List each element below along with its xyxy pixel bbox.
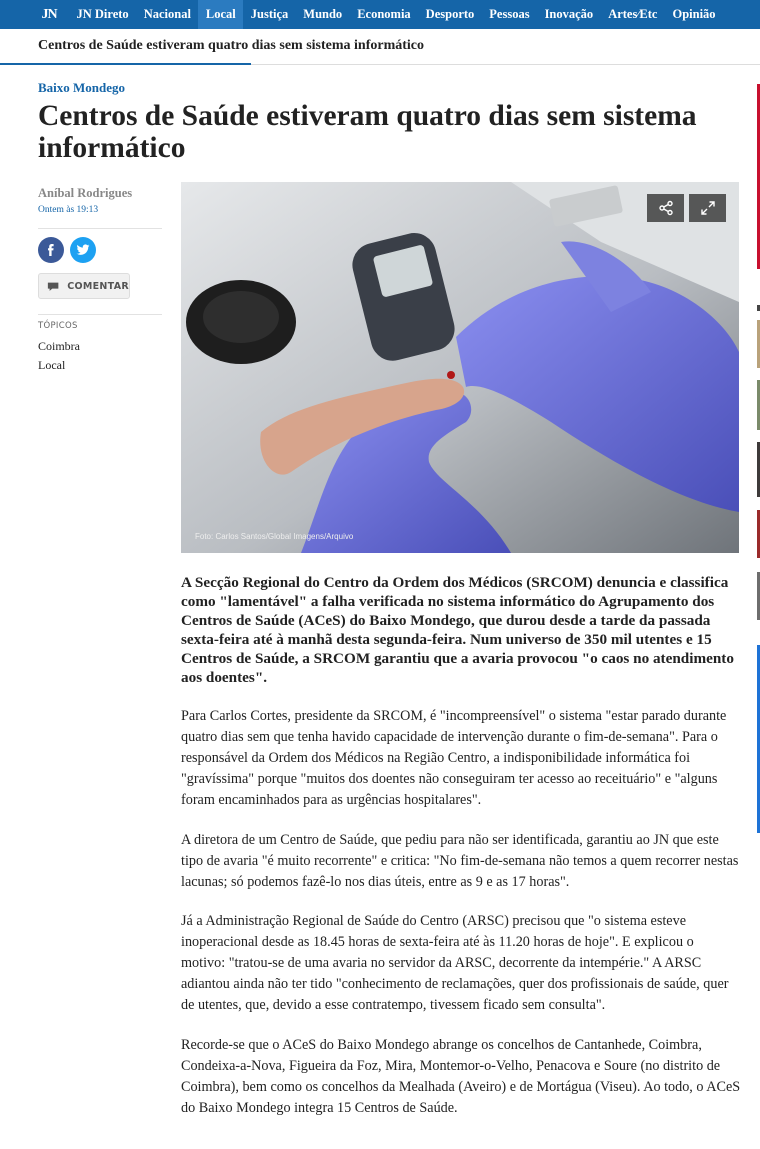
twitter-icon: [76, 243, 90, 257]
facebook-icon: [44, 243, 58, 257]
article-date: Ontem às 19:13: [38, 205, 99, 215]
nav-item-local[interactable]: Local: [198, 0, 243, 29]
comment-icon: [47, 281, 59, 292]
reading-progress-bar: [0, 63, 251, 65]
article-headline: Centros de Saúde estiveram quatro dias sem sistema informático: [38, 100, 697, 164]
article-kicker[interactable]: Baixo Mondego: [38, 80, 126, 95]
nav-item-desporto[interactable]: Desporto: [425, 7, 475, 21]
topics-heading: TÓPICOS: [38, 321, 78, 331]
sticky-title: Centros de Saúde estiveram quatro dias sem sistema informático: [38, 38, 425, 53]
article-paragraph: A diretora de um Centro de Saúde, que pediu para não ser identificada, garantiu ao JN que este tipo de avaria "é muito recorrente" e critica: "No fim-de-semana não temos a quem recorrer nestas lacunas; só podemos fazê-lo nos dias úteis, entre as 9 e as 17 horas".: [181, 832, 739, 890]
photo-credit: Foto: Carlos Santos/Global Imagens/Arquivo: [195, 532, 354, 541]
divider: [38, 228, 162, 229]
nav-item-artes-etc[interactable]: Artes⁄Etc: [608, 7, 658, 21]
nav-item-mundo[interactable]: Mundo: [303, 7, 343, 21]
nav-item-economia[interactable]: Economia: [357, 7, 411, 21]
divider: [38, 314, 162, 315]
nav-item-justica[interactable]: Justiça: [250, 7, 289, 21]
comment-label: COMENTAR: [67, 280, 129, 292]
share-photo-button[interactable]: [647, 194, 684, 222]
nav-item-jn-direto[interactable]: JN Direto: [76, 7, 129, 21]
expand-photo-button[interactable]: [689, 194, 726, 222]
comment-button[interactable]: [38, 273, 130, 299]
topic-link-coimbra[interactable]: Coimbra: [38, 339, 80, 353]
sticky-title-bar: [0, 29, 760, 65]
glucose-test-photo: [181, 182, 739, 553]
facebook-share-button[interactable]: [38, 237, 64, 263]
nav-item-pessoas[interactable]: Pessoas: [489, 7, 530, 21]
twitter-share-button[interactable]: [70, 237, 96, 263]
expand-icon: [700, 200, 716, 216]
article-photo[interactable]: [181, 182, 739, 553]
share-icon: [658, 200, 674, 216]
nav-item-opiniao[interactable]: Opinião: [672, 7, 716, 21]
article-author[interactable]: Aníbal Rodrigues: [38, 186, 133, 200]
nav-item-nacional[interactable]: Nacional: [143, 7, 191, 21]
article-paragraph: Recorde-se que o ACeS do Baixo Mondego abrange os concelhos de Cantanhede, Coimbra, Condeixa-a-Nova, Figueira da Foz, Mira, Montemor-o-Velho, Penacova e Soure (no distrito de Coimbra), bem como os concelhos da Mealhada (Aveiro) e de Mortágua (Viseu). Ao todo, o ACeS do Baixo Mondego integra 15 Centros de Saúde.: [181, 1037, 741, 1116]
top-navigation: [0, 0, 760, 29]
jn-logo[interactable]: JN: [41, 6, 57, 22]
article-paragraph: Já a Administração Regional de Saúde do Centro (ARSC) precisou que "o sistema esteve inoperacional desde as 18.45 horas de sexta-feira até às 11.20 horas de hoje". E explicou o motivo: "tratou-se de uma avaria no servidor da ARSC, decorrente da intempérie." A ARSC adiantou ainda não ter tido "conhecimento de reclamações, quer dos profissionais de saúde, quer de utentes, que, devido a esse contratempo, tivessem ficado sem consulta".: [181, 913, 729, 1013]
topic-link-local[interactable]: Local: [38, 358, 66, 372]
article-paragraph: Para Carlos Cortes, presidente da SRCOM, é "incompreensível" o sistema "estar parado durante quatro dias sem que tenha havido capacidade de intervenção durante o fim-de-semana". Para o responsável da Ordem dos Médicos na Região Centro, a indisponibilidade informática foi "gravíssima" porque "muitos dos doentes não conseguiram ter acesso ao receituário" e "alguns foram encaminhados para as urgências hospitalares".: [181, 708, 727, 808]
article-lead: A Secção Regional do Centro da Ordem dos Médicos (SRCOM) denuncia e classifica como "lamentável" a falha verificada no sistema informático do Agrupamento dos Centros de Saúde (ACeS) do Baixo Mondego, que durou desde a tarde da passada sexta-feira até à manhã desta segunda-feira. Num universo de 350 mil utentes e 15 Centros de Saúde, a SRCOM garantiu que a avaria provocou "o caos no atendimento aos doentes".: [181, 574, 734, 686]
nav-item-inovacao[interactable]: Inovação: [544, 7, 594, 21]
